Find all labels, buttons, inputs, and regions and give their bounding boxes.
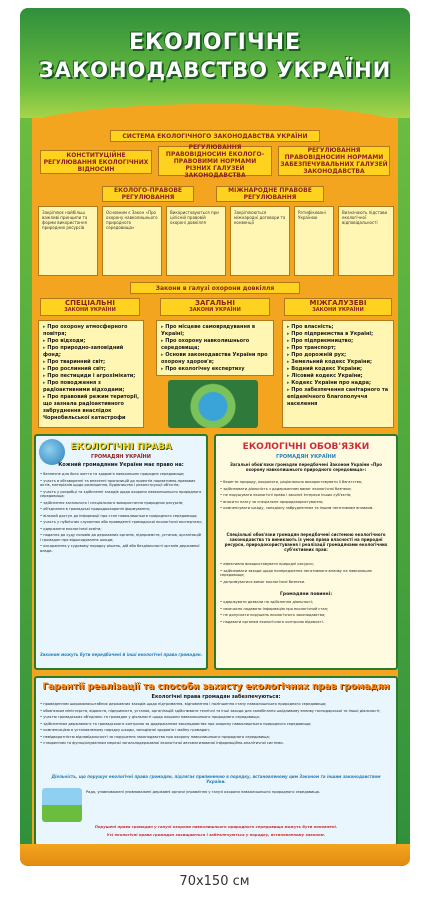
law-item: ▸ Земельний кодекс України; xyxy=(287,359,389,366)
law-item: ▸ Про поводження з радіоактивними відходами; xyxy=(43,380,139,394)
duty-prohibited-item: • надавати органам екологічного контролю відомості. xyxy=(220,619,324,624)
duty-special-item: • ефективно використовувати природні ресурси; xyxy=(220,562,314,566)
special-laws-title xyxy=(40,298,140,316)
duty-item: • вносити плату за спеціальне природокористування; xyxy=(220,499,324,504)
poster xyxy=(20,8,410,866)
law-item: ▸ Про охорону навколишнього середовища; xyxy=(161,338,269,352)
system-detail-5: Ратифіковані Україною xyxy=(294,206,334,276)
rights-item: • безпечне для його життя та здоров'я навколишнє природне середовище; xyxy=(40,472,185,476)
guarantee-item: • компенсацією в установленому порядку шкоди, заподіяної здоров'ю і майну громадян; xyxy=(40,728,210,732)
system-col-2: РЕГУЛЮВАННЯ ПРАВОВІДНОСИН ЕКОЛОГО-ПРАВОВИМИ НОРМАМИ РІЗНИХ ГАЛУЗЕЙ ЗАКОНОДАВСТВА xyxy=(158,146,272,176)
nature-photo xyxy=(42,788,82,822)
system-detail-3: Використовуються при цілісній правовій охороні довкілля xyxy=(166,206,226,276)
law-item: ▸ Про забезпечення санітарного та епідемічного благополуччя населення xyxy=(287,387,389,408)
special-laws-title-text: СПЕЦІАЛЬНІ xyxy=(65,299,115,307)
duty-special-item: • здійснювати заходи щодо попередження негативного впливу на навколишнє середовище; xyxy=(220,568,373,577)
guarantee-item: • створенням та функціонуванням мережі загальнодержавної екологічної автоматизованої інформаційно-аналітичної системи. xyxy=(40,741,284,745)
general-laws-list xyxy=(156,320,274,376)
law-item: ▸ Основи законодавства України про охорону здоров'я; xyxy=(161,352,269,366)
system-sub-1: ЕКОЛОГО-ПРАВОВЕ РЕГУЛЮВАННЯ xyxy=(102,186,194,202)
rights-subtitle: ГРОМАДЯН УКРАЇНИ xyxy=(91,454,151,460)
law-item: ▸ Лісовий кодекс України; xyxy=(287,373,389,380)
duties-title: ЕКОЛОГІЧНІ ОБОВ'ЯЗКИ xyxy=(242,442,370,452)
law-item: ▸ Водний кодекс України; xyxy=(287,366,389,373)
law-item: ▸ Про пестициди і агрохімікати; xyxy=(43,373,139,380)
system-detail-4: Закріплюються міжнародні договори та конвенції xyxy=(230,206,290,276)
general-laws-items xyxy=(157,321,273,376)
rights-item: • участь в обговоренні та внесенні пропозицій до проектів нормативно-правових актів, матеріалів щодо розміщення, будівництва і реконструкції об'єктів; xyxy=(40,478,196,487)
system-col-1: КОНСТИТУЦІЙНЕ РЕГУЛЮВАННЯ ЕКОЛОГІЧНИХ ВІДНОСИН xyxy=(40,150,152,174)
system-detail-2: Основним є Закон «Про охорону навколишнього природного середовища» xyxy=(102,206,162,276)
law-item: ▸ Про транспорт; xyxy=(287,345,389,352)
guarantee-item: • проведенням широкомасштабних державних заходів щодо підтримання, відновлення і поліпшення стану навколишнього природного середовища; xyxy=(40,702,327,706)
duties-prohibited-head: Громадяни повинні: xyxy=(279,592,332,597)
rights-item: • оскарження у судовому порядку рішень, дій або бездіяльності органів державної влади. xyxy=(40,544,200,553)
rights-panel xyxy=(34,434,208,670)
inter-laws-subtitle: ЗАКОНИ УКРАЇНИ xyxy=(312,307,364,313)
rights-item: • об'єднання в громадські природоохоронні формування; xyxy=(40,507,150,511)
general-laws-title xyxy=(160,298,270,316)
guarantees-note-3: Порушені права громадян у галузі охорони навколишнього природного середовища можуть бути поновлені. xyxy=(94,824,338,829)
law-item: ▸ Про охорону атмосферного повітря; xyxy=(43,324,139,338)
duty-item: • берегти природу, охороняти, раціонально використовувати її багатства; xyxy=(220,480,363,484)
special-laws-items xyxy=(39,321,143,425)
system-col-3: РЕГУЛЮВАННЯ ПРАВОВІДНОСИН НОРМАМИ ЗАБЕЗПЕЧУВАЛЬНИХ ГАЛУЗЕЙ ЗАКОНОДАВСТВА xyxy=(278,146,390,176)
duties-items xyxy=(220,480,392,513)
guarantee-item: • обов'язком міністерств, відомств, підприємств, установ, організацій здійснювати технічні та інші заходи для запобігання шкідливому впливу господарської та іншої діяльності; xyxy=(40,708,381,713)
guarantees-note-2: Рада, уповноважені уповноважені державні органи управління у галузі охорони навколишнього природного середовища. xyxy=(86,790,321,794)
law-item: ▸ Про власність; xyxy=(287,324,389,331)
inter-laws-title-text: МІЖГАЛУЗЕВІ xyxy=(309,299,367,307)
duties-intro: Загальні обов'язки громадян передбачені Законом України «Про охорону навколишнього природного середовища»: xyxy=(230,462,382,472)
law-item: ▸ Про природно-заповідний фонд; xyxy=(43,345,139,359)
title-line-1: ЕКОЛОГІЧНЕ xyxy=(128,30,302,55)
earth-hands-image xyxy=(168,380,258,428)
duties-subtitle: ГРОМАДЯН УКРАЇНИ xyxy=(276,454,336,460)
rights-item: • вільний доступ до інформації про стан навколишнього природного середовища; xyxy=(40,513,198,518)
guarantees-note-4: Усі екологічні права громадян захищаються і забезпечуються у порядку, встановленому законом. xyxy=(106,832,326,837)
guarantees-note-1: Діяльність, що порушує екологічні права громадян, підлягає припиненню в порядку, встановленому цим Законом та іншим законодавством України. xyxy=(51,774,381,784)
rights-items xyxy=(40,472,202,555)
rights-footer: Законом можуть бути передбачені й інші екологічні права громадян. xyxy=(39,652,203,657)
inter-laws-title xyxy=(284,298,392,316)
law-item: ▸ Про дорожній рух; xyxy=(287,352,389,359)
special-laws-list xyxy=(38,320,144,428)
right-frame xyxy=(398,118,410,866)
rights-item: • здійснення загального і спеціального використання природних ресурсів; xyxy=(40,500,184,505)
law-item: ▸ Про місцеве самоврядування в Україні; xyxy=(161,324,269,338)
duty-special-item: • дотримуватися вимог екологічної безпеки. xyxy=(220,579,306,584)
law-item: ▸ Про підприємства в Україні; xyxy=(287,331,389,338)
law-item: ▸ Кодекс України про надра; xyxy=(287,380,389,387)
system-detail-1: Закріплює найбільш важливі принципи та форми використання природних ресурсів xyxy=(38,206,98,276)
guarantees-panel xyxy=(34,676,398,846)
law-item: ▸ Про рослинний світ; xyxy=(43,366,139,373)
duty-prohibited-item: • одержувати дозволи на здійснення діяльності; xyxy=(220,600,314,604)
duty-item: • компенсувати шкоду, заподіяну забрудненням та іншим негативним впливом. xyxy=(220,506,374,510)
laws-header: Закони в галузі охорони довкілля xyxy=(130,282,300,294)
size-label: 70x150 см xyxy=(179,874,250,889)
duties-special-items xyxy=(220,562,392,586)
guarantee-item: • здійсненням державного та громадського контролю за додержанням законодавства про охорону навколишнього природного середовища; xyxy=(40,721,312,726)
law-item: ▸ Про відходи; xyxy=(43,338,139,345)
general-laws-title-text: ЗАГАЛЬНІ xyxy=(195,299,235,307)
rights-item: • одержання екологічної освіти; xyxy=(40,526,102,531)
rights-intro: Кожний громадянин України має право на: xyxy=(58,462,184,468)
guarantees-title: Гарантії реалізації та способи захисту екологічних прав громадян xyxy=(42,682,390,692)
system-sub-2: МІЖНАРОДНЕ ПРАВОВЕ РЕГУЛЮВАННЯ xyxy=(216,186,324,202)
guarantees-subtitle: Екологічні права громадян забезпечуються: xyxy=(151,694,281,700)
law-item: ▸ Про підприємництво; xyxy=(287,338,389,345)
law-item: ▸ Про правовий режим території, що зазнала радіоактивного забруднення внаслідок Чорнобильської катастрофи xyxy=(43,394,139,422)
law-item: ▸ Про тваринний світ; xyxy=(43,359,139,366)
guarantees-items xyxy=(40,702,392,748)
system-detail-6: Визначають підстави екологічної відповідальності xyxy=(338,206,394,276)
rights-title: ЕКОЛОГІЧНІ ПРАВА xyxy=(70,442,172,452)
duties-panel xyxy=(214,434,398,670)
left-frame xyxy=(20,118,32,866)
duties-prohibited-items xyxy=(220,600,392,626)
inter-laws-list xyxy=(282,320,394,428)
poster-footer xyxy=(20,844,410,866)
inter-laws-items xyxy=(283,321,393,411)
duty-prohibited-item: • не допускати порушень екологічного законодавства; xyxy=(220,613,326,617)
title-line-2: ЗАКОНОДАВСТВО УКРАЇНИ xyxy=(38,58,392,82)
rights-item: • участь у публічних слуханнях або проведенні громадської екологічної експертизи; xyxy=(40,520,202,524)
rights-item: • участь у розробці та здійсненні заходів щодо охорони навколишнього природного середовища; xyxy=(40,489,202,498)
special-laws-subtitle: ЗАКОНИ УКРАЇНИ xyxy=(64,307,116,313)
guarantee-item: • невідворотністю відповідальності за порушення законодавства про охорону навколишнього природного середовища; xyxy=(40,734,270,739)
duty-item: • не порушувати екологічні права і законні інтереси інших суб'єктів; xyxy=(220,493,352,497)
general-laws-subtitle: ЗАКОНИ УКРАЇНИ xyxy=(189,307,241,313)
title-band xyxy=(20,8,410,118)
guarantee-item: • участю громадських об'єднань та громадян у діяльності щодо охорони навколишнього природного середовища; xyxy=(40,715,260,719)
duties-special-head: Спеціальні обов'язки громадян передбачені системою екологічного законодавства та виникають із умов права власності на природні ресурси, природокористування і реалізації громадянами екологічних суб'єктивних прав: xyxy=(224,532,388,552)
rights-item: • подання до суду позовів до державних органів, підприємств, установ, організацій і громадян про відшкодування шкоди; xyxy=(40,533,201,542)
duty-prohibited-item: • своєчасно подавати інформацію про екологічний стан; xyxy=(220,606,329,611)
law-item: ▸ Про екологічну експертизу xyxy=(161,366,269,373)
system-header: СИСТЕМА ЕКОЛОГІЧНОГО ЗАКОНОДАВСТВА УКРАЇНИ xyxy=(110,130,320,142)
duty-item: • здійснювати діяльність з додержанням вимог екологічної безпеки; xyxy=(220,486,352,491)
